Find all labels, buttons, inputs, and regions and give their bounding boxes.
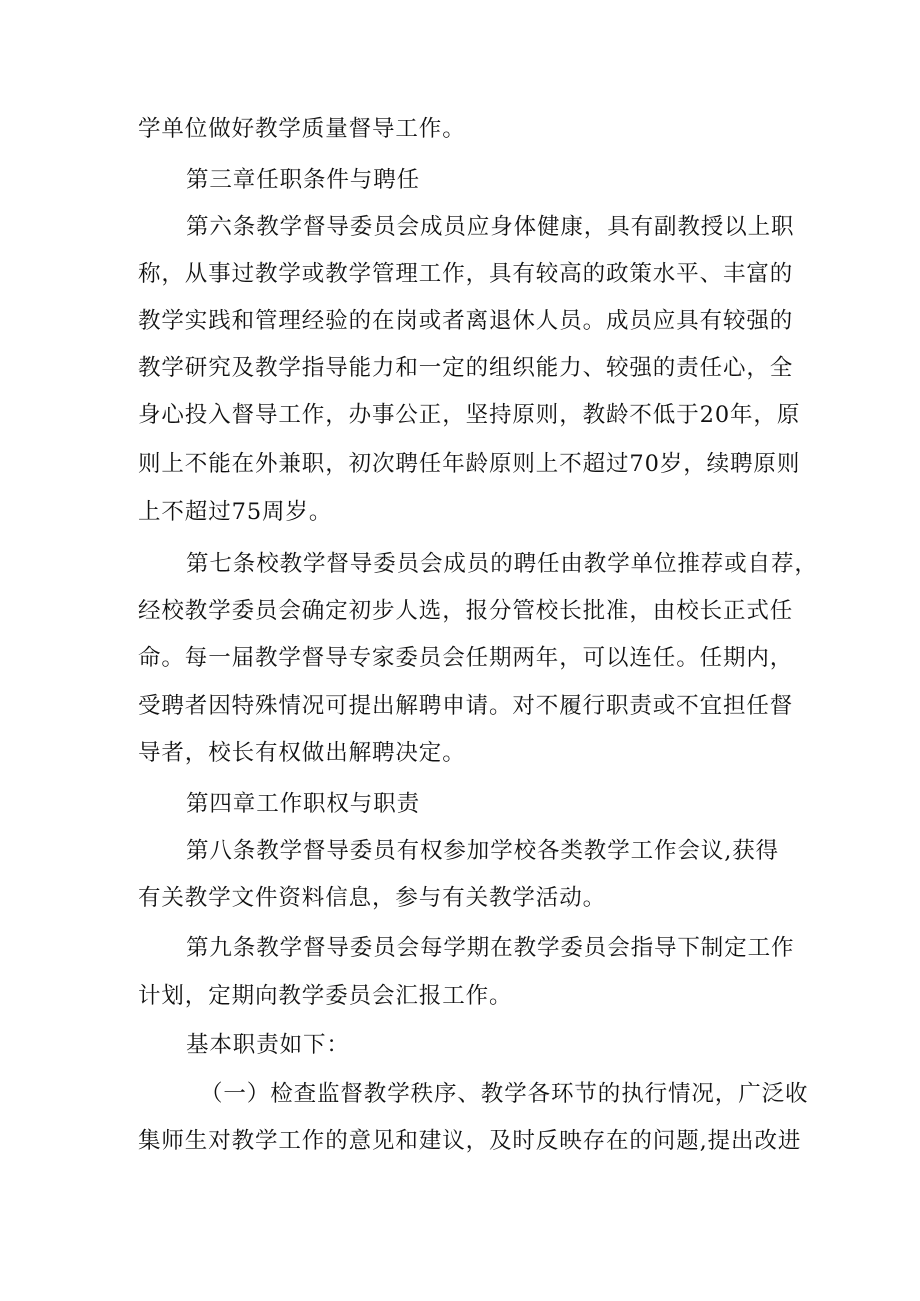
chapter-3-heading: 第三章任职条件与聘任 — [186, 167, 421, 193]
article-6-line-1: 第六条教学督导委员会成员应身体健康，具有副教授以上职 — [186, 214, 795, 240]
article-8-line-1: 第八条教学督导委员有权参加学校各类教学工作会议,获得 — [186, 838, 780, 864]
article-6-line-2: 称，从事过教学或教学管理工作，具有较高的政策水平、丰富的 — [138, 261, 794, 287]
article-7-line-1: 第七条校教学督导委员会成员的聘任由教学单位推荐或自荐， — [186, 551, 818, 577]
duty-1-line-1: （一）检查监督教学秩序、教学各环节的执行情况，广泛收 — [200, 1081, 809, 1107]
article-6-line-3: 教学实践和管理经验的在岗或者离退休人员。成员应具有较强的 — [138, 308, 794, 334]
article-6-line-4: 教学研究及教学指导能力和一定的组织能力、较强的责任心，全 — [138, 355, 794, 381]
article-8-line-2: 有关教学文件资料信息，参与有关教学活动。 — [138, 885, 607, 911]
duties-heading: 基本职责如下： — [186, 1032, 350, 1058]
article-7-line-4: 受聘者因特殊情况可提出解聘申请。对不履行职责或不宜担任督 — [138, 693, 794, 719]
text-line-1: 学单位做好教学质量督导工作。 — [138, 116, 466, 142]
article-7-line-2: 经校教学委员会确定初步人选，报分管校长批准，由校长正式任 — [138, 598, 794, 624]
article-6-line-7: 上不超过75周岁。 — [138, 499, 333, 525]
article-9-line-2: 计划，定期向教学委员会汇报工作。 — [138, 983, 513, 1009]
chapter-4-heading: 第四章工作职权与职责 — [186, 791, 421, 817]
article-6-line-6: 则上不能在外兼职，初次聘任年龄原则上不超过70岁，续聘原则 — [138, 451, 801, 477]
article-6-line-5: 身心投入督导工作，办事公正，坚持原则，教龄不低于20年，原 — [138, 402, 801, 428]
article-7-line-3: 命。每一届教学督导专家委员会任期两年，可以连任。任期内， — [138, 645, 794, 671]
duty-1-line-2: 集师生对教学工作的意见和建议，及时反映存在的问题,提出改进 — [138, 1128, 802, 1154]
article-7-line-5: 导者，校长有权做出解聘决定。 — [138, 740, 466, 766]
article-9-line-1: 第九条教学督导委员会每学期在教学委员会指导下制定工作 — [186, 935, 795, 961]
